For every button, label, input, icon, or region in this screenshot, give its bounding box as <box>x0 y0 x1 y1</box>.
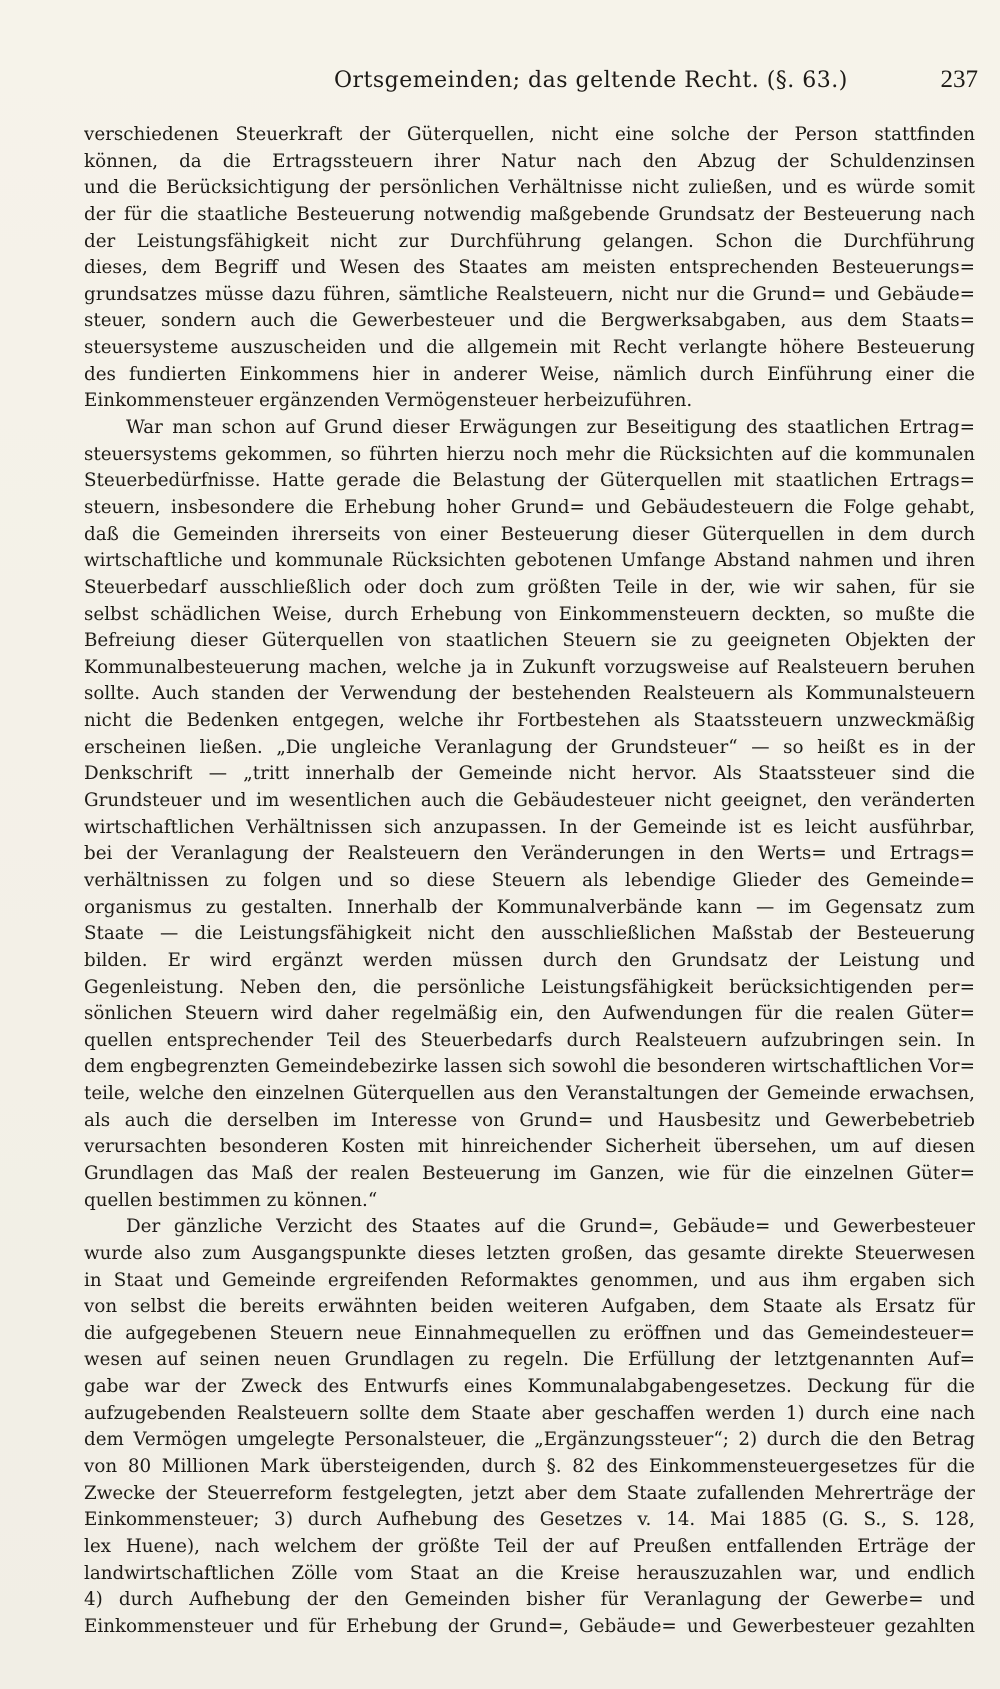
text-line: verhältnissen zu folgen und so diese Steuern als lebendige Glieder des Gemeinde= <box>84 869 975 891</box>
text-line: sollte. Auch standen der Verwendung der bestehenden Realsteuern als Kommunalsteuern <box>84 683 975 705</box>
text-line: Einkommensteuer und für Erhebung der Grund=, Gebäude= und Gewerbesteuer gezahlten <box>84 1615 975 1637</box>
text-line: die aufgegebenen Steuern neue Einnahmequellen zu eröffnen und das Gemeindesteuer= <box>84 1322 975 1344</box>
text-line: der Leistungsfähigkeit nicht zur Durchführung gelangen. Schon die Durchführung <box>84 230 975 252</box>
text-line: steuersysteme auszuscheiden und die allgemein mit Recht verlangte höhere Besteuerung <box>84 337 975 359</box>
text-line: steuersystems gekommen, so führten hierzu noch mehr die Rücksichten auf die kommunalen <box>84 443 975 465</box>
text-line: Grundsteuer und im wesentlichen auch die Gebäudesteuer nicht geeignet, den veränderten <box>84 790 975 812</box>
text-line: Steuerbedarf ausschließlich oder doch zum größten Teile in der, wie wir sahen, für sie <box>84 576 975 598</box>
text-line: lex Huene), nach welchem der größte Teil der auf Preußen entfallenden Erträge der <box>84 1535 975 1557</box>
text-line: selbst schädlichen Weise, durch Erhebung von Einkommensteuern deckten, so mußte die <box>84 603 975 625</box>
text-line: Befreiung dieser Güterquellen von staatlichen Steuern sie zu geeigneten Objekten der <box>84 630 975 652</box>
text-line: 4) durch Aufhebung der den Gemeinden bisher für Veranlagung der Gewerbe= und <box>84 1589 975 1611</box>
text-line: sönlichen Steuern wird daher regelmäßig ein, den Aufwendungen für die realen Güter= <box>84 1003 975 1025</box>
text-line: dem engbegrenzten Gemeindebezirke lassen sich sowohl die besonderen wirtschaftlichen Vor= <box>84 1056 975 1078</box>
running-head: Ortsgemeinden; das geltende Recht. (§. 63.) <box>334 68 848 93</box>
text-line: daß die Gemeinden ihrerseits von einer Besteuerung dieser Güterquellen in dem durch <box>84 523 975 545</box>
text-line: Staate — die Leistungsfähigkeit nicht den ausschließlichen Maßstab der Besteuerung <box>84 923 975 945</box>
text-line: von selbst die bereits erwähnten beiden weiteren Aufgaben, dem Staate als Ersatz für <box>84 1296 975 1318</box>
text-line: als auch die derselben im Interesse von Grund= und Hausbesitz und Gewerbebetrieb <box>84 1109 975 1131</box>
text-line: in Staat und Gemeinde ergreifenden Reformaktes genommen, und aus ihm ergaben sich <box>84 1269 975 1291</box>
text-line: und die Berücksichtigung der persönlichen Verhältnisse nicht zuließen, und es würde somit <box>84 177 975 199</box>
text-line: Grundlagen das Maß der realen Besteuerung im Ganzen, wie für die einzelnen Güter= <box>84 1162 975 1184</box>
text-line: Steuerbedürfnisse. Hatte gerade die Belastung der Güterquellen mit staatlichen Ertrags= <box>84 470 975 492</box>
text-line: Gegenleistung. Neben den, die persönliche Leistungsfähigkeit berücksichtigenden per= <box>84 976 975 998</box>
text-line: nicht die Bedenken entgegen, welche ihr Fortbestehen als Staatssteuern unzweckmäßig <box>84 710 975 732</box>
text-line: wirtschaftliche und kommunale Rücksichten gebotenen Umfange Abstand nahmen und ihren <box>84 550 975 572</box>
text-line: erscheinen ließen. „Die ungleiche Veranlagung der Grundsteuer“ — so heißt es in der <box>84 736 975 758</box>
text-line: Kommunalbesteuerung machen, welche ja in Zukunft vorzugsweise auf Realsteuern beruhen <box>84 656 975 678</box>
text-line: wirtschaftlichen Verhältnissen sich anzupassen. In der Gemeinde ist es leicht ausführbar, <box>84 816 975 838</box>
text-line: verursachten besonderen Kosten mit hinreichender Sicherheit übersehen, um auf diesen <box>84 1136 975 1158</box>
text-line: gabe war der Zweck des Entwurfs eines Kommunalabgabengesetzes. Deckung für die <box>84 1376 975 1398</box>
text-line: quellen bestimmen zu können.“ <box>84 1189 378 1211</box>
text-line: dem Vermögen umgelegte Personalsteuer, die „Ergänzungssteuer“; 2) durch die den Betrag <box>84 1429 975 1451</box>
text-line: Einkommensteuer ergänzenden Vermögensteuer herbeizuführen. <box>84 390 693 412</box>
text-line: von 80 Millionen Mark übersteigenden, durch §. 82 des Einkommensteuergesetzes für die <box>84 1456 975 1478</box>
text-line: wesen auf seinen neuen Grundlagen zu regeln. Die Erfüllung der letztgenannten Auf= <box>84 1349 975 1371</box>
text-line: verschiedenen Steuerkraft der Güterquellen, nicht eine solche der Person stattfinden <box>84 124 975 145</box>
text-line: des fundierten Einkommens hier in anderer Weise, nämlich durch Einführung einer die <box>84 363 975 385</box>
text-line: Denkschrift — „tritt innerhalb der Gemeinde nicht hervor. Als Staatssteuer sind die <box>84 763 975 785</box>
text-line: Einkommensteuer; 3) durch Aufhebung des Gesetzes v. 14. Mai 1885 (G. S., S. 128, <box>84 1509 975 1531</box>
text-line: War man schon auf Grund dieser Erwägungen zur Beseitigung des staatlichen Ertrag= <box>126 417 975 439</box>
page-header <box>84 62 978 102</box>
text-line: können, da die Ertragssteuern ihrer Natur nach den Abzug der Schuldenzinsen <box>84 150 975 172</box>
text-line: bei der Veranlagung der Realsteuern den Veränderungen in den Werts= und Ertrags= <box>84 843 975 865</box>
text-line: Der gänzliche Verzicht des Staates auf die Grund=, Gebäude= und Gewerbesteuer <box>126 1216 975 1238</box>
text-line: Zwecke der Steuerreform festgelegten, jetzt aber dem Staate zufallenden Mehrerträge der <box>84 1482 975 1504</box>
text-line: quellen entsprechender Teil des Steuerbedarfs durch Realsteuern aufzubringen sein. In <box>84 1029 975 1051</box>
text-line: steuern, insbesondere die Erhebung hoher Grund= und Gebäudesteuern die Folge gehabt, <box>84 496 975 518</box>
text-line: landwirtschaftlichen Zölle vom Staat an die Kreise herauszuzahlen war, und endlich <box>84 1562 975 1584</box>
text-line: bilden. Er wird ergänzt werden müssen durch den Grundsatz der Leistung und <box>84 949 975 971</box>
text-line: grundsatzes müsse dazu führen, sämtliche Realsteuern, nicht nur die Grund= und Gebäude= <box>84 283 975 305</box>
text-line: dieses, dem Begriff und Wesen des Staates am meisten entsprechenden Besteuerungs= <box>84 257 975 279</box>
body-text <box>84 122 975 1641</box>
text-line: aufzugebenden Realsteuern sollte dem Staate aber geschaffen werden 1) durch eine nach <box>84 1402 975 1424</box>
text-line: wurde also zum Ausgangspunkte dieses letzten großen, das gesamte direkte Steuerwesen <box>84 1242 975 1264</box>
text-line: der für die staatliche Besteuerung notwendig maßgebende Grundsatz der Besteuerung nach <box>84 203 975 225</box>
page-number: 237 <box>940 66 978 93</box>
text-line: organismus zu gestalten. Innerhalb der Kommunalverbände kann — im Gegensatz zum <box>84 896 975 918</box>
text-line: steuer, sondern auch die Gewerbesteuer und die Bergwerksabgaben, aus dem Staats= <box>84 310 975 332</box>
text-line: teile, welche den einzelnen Güterquellen aus den Veranstaltungen der Gemeinde erwachsen, <box>84 1083 975 1105</box>
